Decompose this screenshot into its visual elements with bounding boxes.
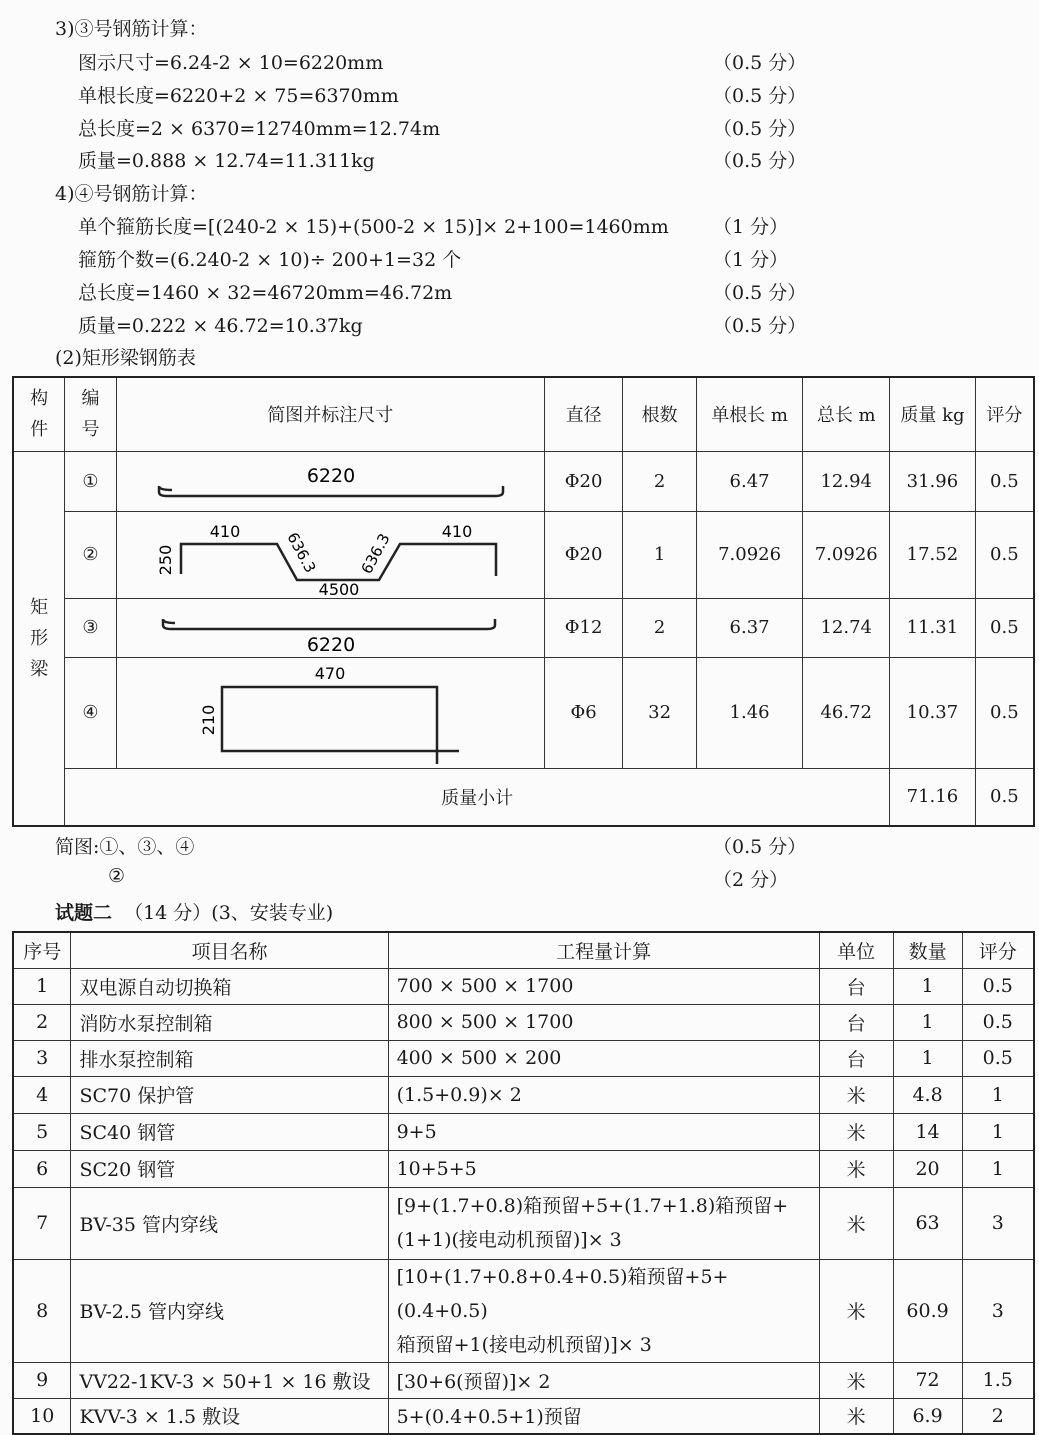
col-header-calc: 工程量计算 [388,932,819,968]
unit: 台 [819,968,893,1004]
qty: 63 [893,1187,962,1259]
part3-score: （0.5 分） [713,150,807,172]
component-name: 矩形梁 [30,596,49,680]
score: 3 [962,1187,1034,1259]
row-no: 5 [13,1113,71,1150]
score: 0.5 [962,1004,1034,1040]
qty: 1 [893,968,962,1004]
table-row [13,1040,1034,1076]
calc-cell [388,1259,819,1362]
score: 1 [962,1150,1034,1187]
item-name: 消防水泵控制箱 [71,1004,388,1040]
dim-label: 636.3 [283,529,320,576]
qty: 4.8 [893,1076,962,1113]
calc: 5+(0.4+0.5+1)预留 [388,1398,819,1434]
col-header-number [65,377,117,451]
qty: 60.9 [893,1259,962,1362]
row-no: 4 [13,1076,71,1113]
dim-label: 470 [314,664,346,683]
score: 3 [962,1259,1034,1362]
mass: 10.37 [890,657,976,768]
item-name: BV-2.5 管内穿线 [71,1259,388,1362]
table-row [13,1187,1034,1259]
total-length: 46.72 [803,657,890,768]
sketch-rebar-3 [116,598,544,657]
unit: 米 [819,1259,893,1362]
diameter: Φ6 [544,657,623,768]
part4-line: 单个箍筋长度=[(240-2 × 15)+(500-2 × 15)]× 2+100=1460mm [78,216,669,238]
diameter: Φ20 [544,511,623,598]
dim-label: 6220 [306,465,355,487]
dim-label: 636.3 [357,530,394,577]
row-no: 10 [13,1398,71,1434]
col-header-qty: 数量 [893,932,962,968]
qty: 20 [893,1150,962,1187]
header-text: 编号 [81,388,100,441]
rebar-number: ① [65,451,117,511]
part3-line: 图示尺寸=6.24-2 × 10=6220mm [78,52,384,74]
unit: 台 [819,1040,893,1076]
part3-score: （0.5 分） [713,118,807,140]
count: 2 [623,451,696,511]
mass: 31.96 [890,451,976,511]
col-header-component [13,377,65,451]
calc-line: [10+(1.7+0.8+0.4+0.5)箱预留+5+(0.4+0.5) [396,1265,729,1322]
sketch-note: 简图:①、③、④ [55,836,195,858]
question-detail: （14 分）(3、安装专业) [124,902,334,924]
unit: 米 [819,1150,893,1187]
rebar-table [12,376,1035,827]
item-name: BV-35 管内穿线 [71,1187,388,1259]
subtotal-score: 0.5 [975,768,1034,826]
col-header-name: 项目名称 [71,932,388,968]
col-header-score: 评分 [975,377,1034,451]
total-length: 7.0926 [803,511,890,598]
mass: 17.52 [890,511,976,598]
score: 0.5 [975,511,1034,598]
item-name: 双电源自动切换箱 [71,968,388,1004]
score: 0.5 [962,968,1034,1004]
part4-score: （1 分） [713,216,789,238]
calc-line: (1+1)(接电动机预留)]× 3 [396,1229,622,1251]
sketch-note: ② [108,865,126,887]
calc-line: [9+(1.7+0.8)箱预留+5+(1.7+1.8)箱预留+ [396,1195,789,1217]
sketch-rebar-4 [116,657,544,768]
calc: 800 × 500 × 1700 [388,1004,819,1040]
part4-score: （1 分） [713,249,789,271]
sketch-note-score: （2 分） [713,869,789,891]
col-header-count: 根数 [623,377,696,451]
qty: 6.9 [893,1398,962,1434]
score: 2 [962,1398,1034,1434]
unit: 米 [819,1398,893,1434]
score: 0.5 [962,1040,1034,1076]
col-header-total-length: 总长 m [803,377,890,451]
col-header-single-length: 单根长 m [696,377,803,451]
count: 1 [623,511,696,598]
rebar-number: ② [65,511,117,598]
total-length: 12.94 [803,451,890,511]
part4-line: 质量=0.222 × 46.72=10.37kg [78,315,363,337]
header-text: 构件 [30,388,49,441]
item-name: 排水泵控制箱 [71,1040,388,1076]
part4-heading: 4)④号钢筋计算： [55,183,208,205]
dim-label: 250 [155,544,175,576]
rebar-3-drawing [117,599,544,656]
row-no: 9 [13,1362,71,1398]
table-row [13,1259,1034,1362]
table-row [13,1398,1034,1434]
qty: 1 [893,1040,962,1076]
score: 0.5 [975,451,1034,511]
calc: (1.5+0.9)× 2 [388,1076,819,1113]
count: 32 [623,657,696,768]
calc: [30+6(预留)]× 2 [388,1362,819,1398]
part3-score: （0.5 分） [713,85,807,107]
part4-line: 箍筋个数=(6.240-2 × 10)÷ 200+1=32 个 [78,249,462,271]
rebar-2-drawing [117,512,544,597]
single-length: 6.47 [696,451,803,511]
dim-label: 410 [441,522,473,541]
part3-line: 单根长度=6220+2 × 75=6370mm [78,85,399,107]
item-name: SC20 钢管 [71,1150,388,1187]
rebar-table-title: (2)矩形梁钢筋表 [55,347,196,369]
rebar-4-drawing [117,658,544,767]
row-no: 2 [13,1004,71,1040]
diameter: Φ12 [544,598,623,657]
col-header-sketch: 简图并标注尺寸 [116,377,544,451]
unit: 米 [819,1113,893,1150]
part3-line: 质量=0.888 × 12.74=11.311kg [78,150,375,172]
install-table [12,931,1035,1435]
col-header-no: 序号 [13,932,71,968]
score: 1 [962,1076,1034,1113]
part4-score: （0.5 分） [713,315,807,337]
dim-label: 410 [209,522,241,541]
table-row [13,511,1034,598]
unit: 台 [819,1004,893,1040]
row-no: 3 [13,1040,71,1076]
rebar-number: ③ [65,598,117,657]
calc-cell [388,1187,819,1259]
qty: 1 [893,1004,962,1040]
score: 1 [962,1113,1034,1150]
diameter: Φ20 [544,451,623,511]
calc: 400 × 500 × 200 [388,1040,819,1076]
item-name: VV22-1KV-3 × 50+1 × 16 敷设 [71,1362,388,1398]
table-row [13,1004,1034,1040]
table-row [13,1076,1034,1113]
table-row [13,1113,1034,1150]
unit: 米 [819,1362,893,1398]
mass: 11.31 [890,598,976,657]
table-row [13,1150,1034,1187]
col-header-score: 评分 [962,932,1034,968]
part4-line: 总长度=1460 × 32=46720mm=46.72m [78,282,453,304]
sketch-note-score: （0.5 分） [713,836,807,858]
item-name: SC40 钢管 [71,1113,388,1150]
count: 2 [623,598,696,657]
sketch-rebar-2 [116,511,544,598]
single-length: 1.46 [696,657,803,768]
dim-label: 210 [198,704,218,736]
rebar-1-drawing [117,452,544,510]
row-no: 7 [13,1187,71,1259]
row-no: 1 [13,968,71,1004]
col-header-diameter: 直径 [544,377,623,451]
table-row [13,968,1034,1004]
calc: 700 × 500 × 1700 [388,968,819,1004]
question-label: 试题二 [55,902,113,924]
unit: 米 [819,1076,893,1113]
table-row [13,1362,1034,1398]
dim-label: 4500 [318,580,360,597]
part4-score: （0.5 分） [713,282,807,304]
subtotal-row [13,768,1034,826]
qty: 14 [893,1113,962,1150]
question-two-title [55,898,333,925]
unit: 米 [819,1187,893,1259]
total-length: 12.74 [803,598,890,657]
score: 0.5 [975,657,1034,768]
part3-heading: 3)③号钢筋计算： [55,18,208,40]
single-length: 6.37 [696,598,803,657]
score: 1.5 [962,1362,1034,1398]
part3-line: 总长度=2 × 6370=12740mm=12.74m [78,118,441,140]
rebar-number: ④ [65,657,117,768]
dim-label: 6220 [306,634,355,656]
row-no: 6 [13,1150,71,1187]
item-name: KVV-3 × 1.5 敷设 [71,1398,388,1434]
part3-score: （0.5 分） [713,52,807,74]
calc-line: 箱预留+1(接电动机预留)]× 3 [396,1333,652,1356]
calc: 10+5+5 [388,1150,819,1187]
subtotal-mass: 71.16 [890,768,976,826]
subtotal-label: 质量小计 [65,768,890,826]
score: 0.5 [975,598,1034,657]
item-name: SC70 保护管 [71,1076,388,1113]
table-row [13,598,1034,657]
table-row [13,451,1034,511]
calc: 9+5 [388,1113,819,1150]
table-row [13,657,1034,768]
col-header-unit: 单位 [819,932,893,968]
col-header-mass: 质量 kg [890,377,976,451]
qty: 72 [893,1362,962,1398]
row-no: 8 [13,1259,71,1362]
single-length: 7.0926 [696,511,803,598]
sketch-rebar-1 [116,451,544,511]
component-cell [13,451,65,826]
